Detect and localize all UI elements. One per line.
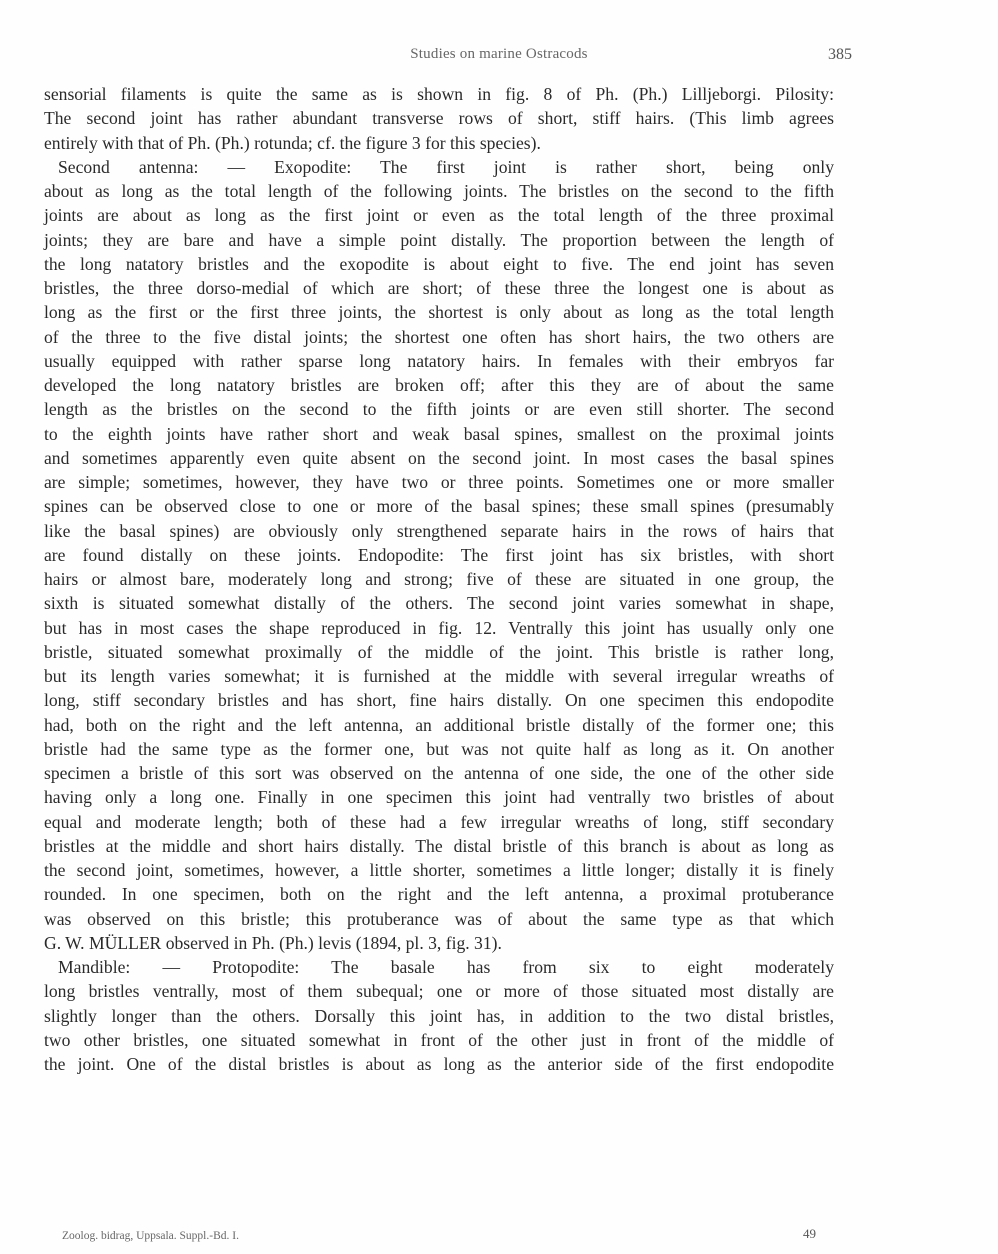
text-line: The second joint has rather abundant transverse rows of short, stiff hairs. (This limb agrees (44, 108, 834, 129)
text-line: bristles, the three dorso-medial of which are short; of these three the longest one is about as (44, 278, 834, 298)
text-line: joints; they are bare and have a simple point distally. The proportion between the length of (44, 229, 834, 250)
running-title: Studies on marine Ostracods (410, 46, 588, 62)
text-line: like the basal spines) are obviously only strengthened separate hairs in the rows of hairs that (44, 520, 834, 541)
text-line: long, stiff secondary bristles and has short, fine hairs distally. On one specimen this endopodite (44, 690, 834, 711)
section-heading-second-antenna: Second antenna: — Exopodite: The first joint is rather short, being only (58, 156, 834, 177)
text-line: G. W. MÜLLER observed in Ph. (Ph.) levis (1894, pl. 3, fig. 31). (44, 932, 502, 953)
signature-mark: 49 (803, 1226, 816, 1241)
journal-reference: Zoolog. bidrag, Uppsala. Suppl.-Bd. I. (62, 1230, 239, 1242)
text-line: length as the bristles on the second to the fifth joints or are even still shorter. The second (44, 399, 834, 420)
text-line: specimen a bristle of this sort was observed on the antenna of one side, the one of the other side (44, 763, 834, 783)
text-line: developed the long natatory bristles are broken off; after this they are of about the same (44, 375, 834, 395)
text-line: about as long as the total length of the following joints. The bristles on the second to the fifth (44, 181, 834, 201)
text-line: had, both on the right and the left antenna, an additional bristle distally of the former one; this (44, 714, 834, 735)
text-line: the long natatory bristles and the exopodite is about eight to five. The end joint has seven (44, 253, 834, 274)
text-line: rounded. In one specimen, both on the right and the left antenna, a proximal protuberance (44, 884, 834, 905)
text-line: usually equipped with rather sparse long natatory hairs. In females with their embryos far (44, 350, 834, 371)
page-header (0, 46, 998, 70)
text-line: long as the first or the first three joints, the shortest is only about as long as the total length (44, 302, 834, 323)
text-line: was observed on this bristle; this protuberance was of about the same type as that which (44, 908, 834, 929)
text-line: of the three to the five distal joints; the shortest one often has short hairs, the two others are (44, 326, 834, 347)
text-line: and sometimes apparently even quite absent on the second joint. In most cases the basal spines (44, 447, 834, 468)
text-line: equal and moderate length; both of these had a few irregular wreaths of long, stiff secondary (44, 811, 834, 832)
text-line: the second joint, sometimes, however, a little shorter, sometimes a little longer; distally it is finely (44, 860, 834, 880)
text-line: but its length varies somewhat; it is furnished at the middle with several irregular wreaths of (44, 666, 834, 686)
text-line: hairs or almost bare, moderately long and strong; five of these are situated in one group, the (44, 569, 834, 589)
text-line: bristle had the same type as the former one, but was not quite half as long as it. On another (44, 738, 834, 759)
text-line: bristles at the middle and short hairs distally. The distal bristle of this branch is about as long as (44, 835, 834, 856)
text-line: joints are about as long as the first joint or even as the total length of the three proximal (44, 205, 834, 226)
text-line: but has in most cases the shape reproduced in fig. 12. Ventrally this joint has usually only one (44, 617, 834, 638)
text-line: two other bristles, one situated somewhat in front of the other just in front of the middle of (44, 1029, 834, 1050)
text-line: having only a long one. Finally in one specimen this joint had ventrally two bristles of about (44, 787, 834, 808)
page-footer (62, 1226, 862, 1250)
text-line: to the eighth joints have rather short and weak basal spines, smallest on the proximal joints (44, 423, 834, 444)
text-line: are found distally on these joints. Endopodite: The first joint has six bristles, with short (44, 544, 834, 565)
text-line: the joint. One of the distal bristles is about as long as the anterior side of the first endopodite (44, 1054, 834, 1074)
body-text (44, 82, 834, 1076)
text-line: entirely with that of Ph. (Ph.) rotunda; cf. the figure 3 for this species). (44, 132, 541, 153)
text-line: are simple; sometimes, however, they have two or three points. Sometimes one or more smaller (44, 472, 834, 492)
text-line: slightly longer than the others. Dorsally this joint has, in addition to the two distal bristles, (44, 1005, 834, 1026)
text-line: sixth is situated somewhat distally of the others. The second joint varies somewhat in shape, (44, 593, 834, 614)
text-line: spines can be observed close to one or more of the basal spines; these small spines (presumably (44, 496, 834, 517)
text-line: bristle, situated somewhat proximally of the middle of the joint. This bristle is rather long, (44, 641, 834, 662)
text-line: sensorial filaments is quite the same as is shown in fig. 8 of Ph. (Ph.) Lilljeborgi. Pilosity: (44, 84, 834, 104)
section-heading-mandible: Mandible: — Protopodite: The basale has from six to eight moderately (58, 957, 834, 977)
page-number: 385 (828, 46, 852, 63)
text-line: long bristles ventrally, most of them subequal; one or more of those situated most distally are (44, 981, 834, 1002)
